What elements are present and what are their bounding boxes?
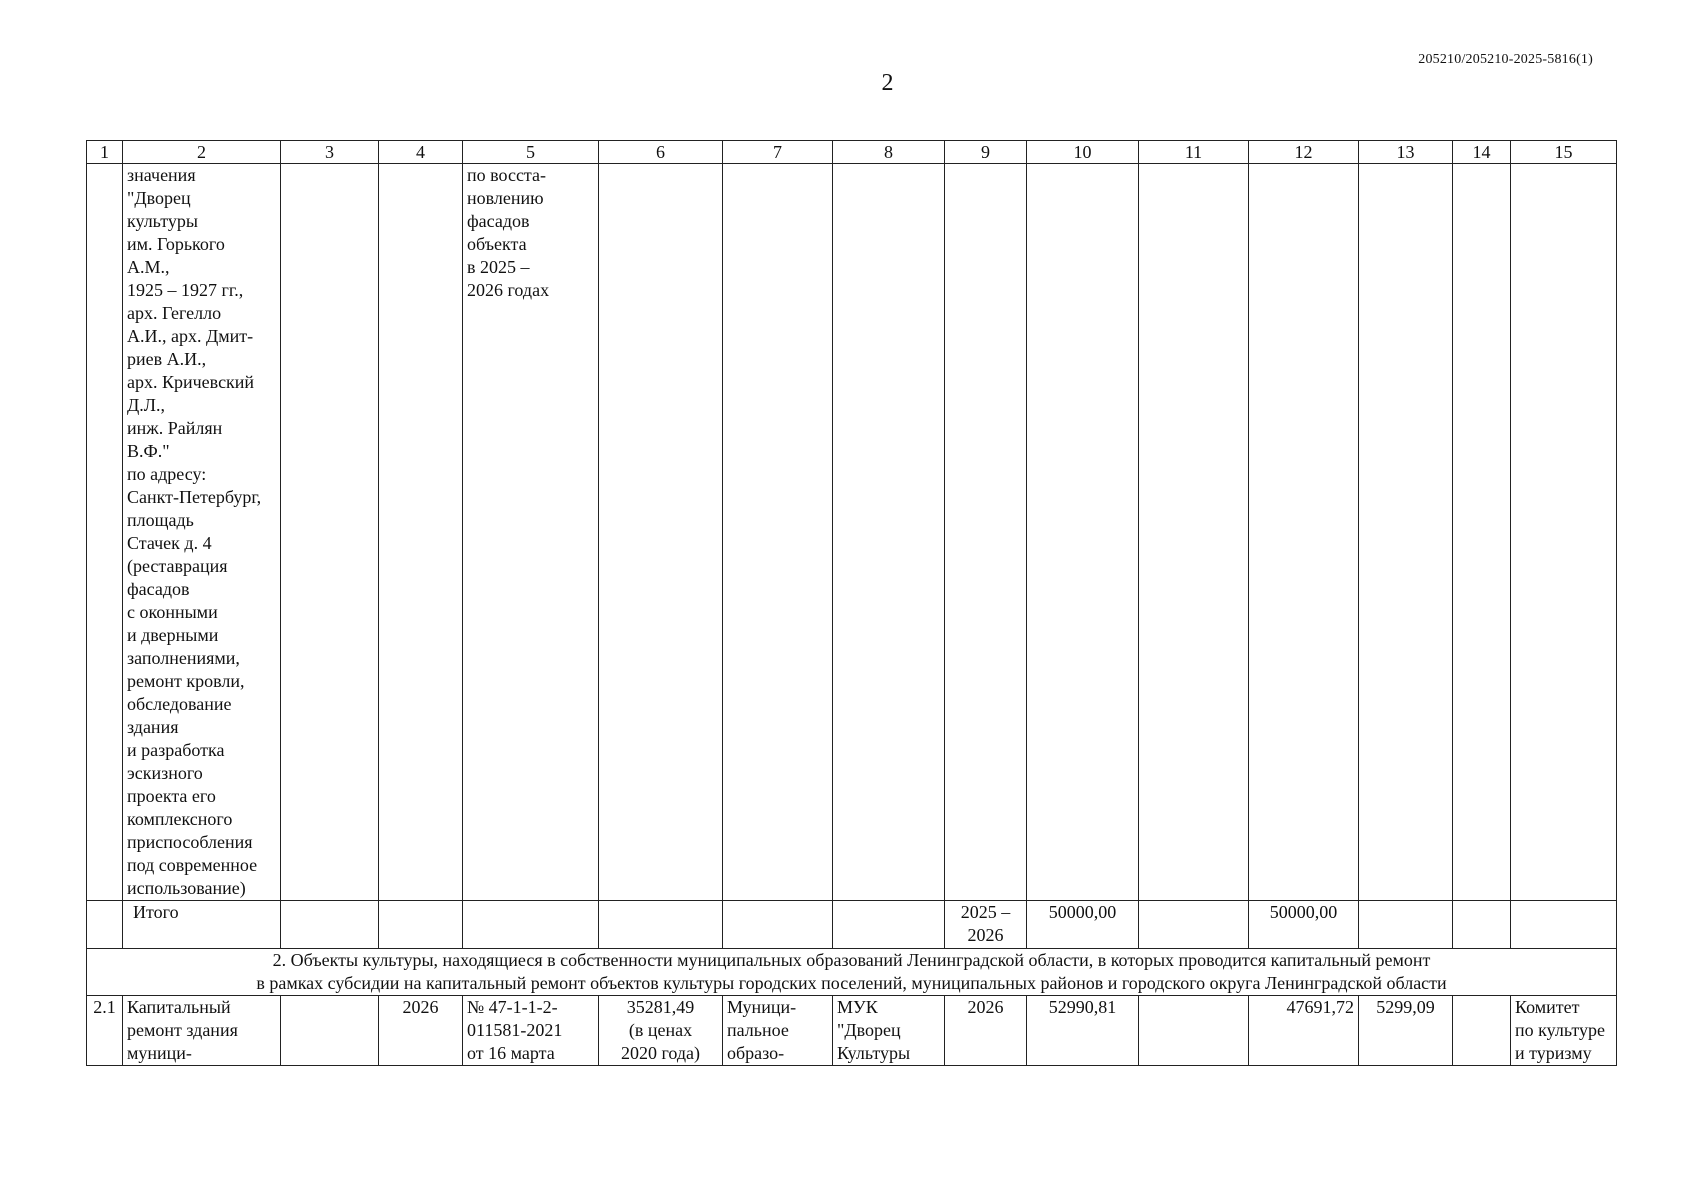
cell [379,901,463,949]
col-number: 12 [1249,141,1359,164]
cell [1453,901,1511,949]
table-row [87,996,1617,1066]
section-heading-line1: 2. Объекты культуры, находящиеся в собственности муниципальных образований Ленинградской области, в которых проводится капитальный ремонт [272,950,1431,970]
total-row [87,901,1617,949]
total-period: 2025 – 2026 [945,901,1027,949]
section-heading-row [87,949,1617,996]
cell [281,164,379,901]
col-number: 13 [1359,141,1453,164]
cell [87,901,123,949]
cell [1249,164,1359,901]
total-amount-cell: 52990,81 [1027,996,1139,1066]
row-number: 2.1 [87,996,123,1066]
document-number: 205210/205210-2025-5816(1) [1418,52,1593,67]
cell [833,164,945,901]
col-number: 15 [1511,141,1617,164]
cell [1359,901,1453,949]
col-number: 4 [379,141,463,164]
cell [281,996,379,1066]
section-heading [87,949,1617,996]
responsible-cell: Комитет по культуре и туризму [1511,996,1617,1066]
col-number: 5 [463,141,599,164]
cell [1453,996,1511,1066]
local-amount-cell: 5299,09 [1359,996,1453,1066]
total-col12: 50000,00 [1249,901,1359,949]
owner-cell: Муници- пальное образо- [723,996,833,1066]
col-number: 2 [123,141,281,164]
cell [1511,164,1617,901]
col-number: 1 [87,141,123,164]
cell [1139,901,1249,949]
col-number: 14 [1453,141,1511,164]
column-number-row [87,141,1617,164]
cell [723,901,833,949]
cell [87,164,123,901]
period-cell: 2026 [945,996,1027,1066]
object-name-cell: Капитальный ремонт здания муници- [123,996,281,1066]
cell [281,901,379,949]
cell [1027,164,1139,901]
data-table [86,140,1617,1066]
cell [833,901,945,949]
cell [723,164,833,901]
page-number: 2 [881,70,894,96]
cell [1139,996,1249,1066]
col-number: 9 [945,141,1027,164]
work-description-cell: по восста- новлению фасадов объекта в 2025 – 2026 годах [463,164,599,901]
document-ref-cell: № 47-1-1-2- 011581-2021 от 16 марта [463,996,599,1066]
object-name-cell: значения "Дворец культуры им. Горького А.М., 1925 – 1927 гг., арх. Гегелло А.И., арх. Дмит- риев А.И., арх. Кричевский Д.Л., инж. Райлян В.Ф." по адресу: Санкт-Петербург, площадь Стачек д. 4 (реставрация фасадов с оконными и дверными заполнениями, ремонт кровли, обследование здания и разработка эскизного проекта его комплексного приспособления под современное использование) [123,164,281,901]
cell [1511,901,1617,949]
col-number: 6 [599,141,723,164]
cell [1453,164,1511,901]
year-cell: 2026 [379,996,463,1066]
table-row-continued [87,164,1617,901]
cell [1139,164,1249,901]
total-col10: 50000,00 [1027,901,1139,949]
cell [599,901,723,949]
cell [945,164,1027,901]
col-number: 8 [833,141,945,164]
col-number: 11 [1139,141,1249,164]
cell [463,901,599,949]
cell [1359,164,1453,901]
col-number: 7 [723,141,833,164]
cell [379,164,463,901]
col-number: 3 [281,141,379,164]
col-number: 10 [1027,141,1139,164]
total-label: Итого [123,901,281,949]
cost-cell: 35281,49 (в ценах 2020 года) [599,996,723,1066]
institution-cell: МУК "Дворец Культуры [833,996,945,1066]
regional-amount-cell: 47691,72 [1249,996,1359,1066]
cell [599,164,723,901]
section-heading-line2: в рамках субсидии на капитальный ремонт объектов культуры городских поселений, муниципальных районов и городского округа Ленинградской области [256,973,1447,993]
